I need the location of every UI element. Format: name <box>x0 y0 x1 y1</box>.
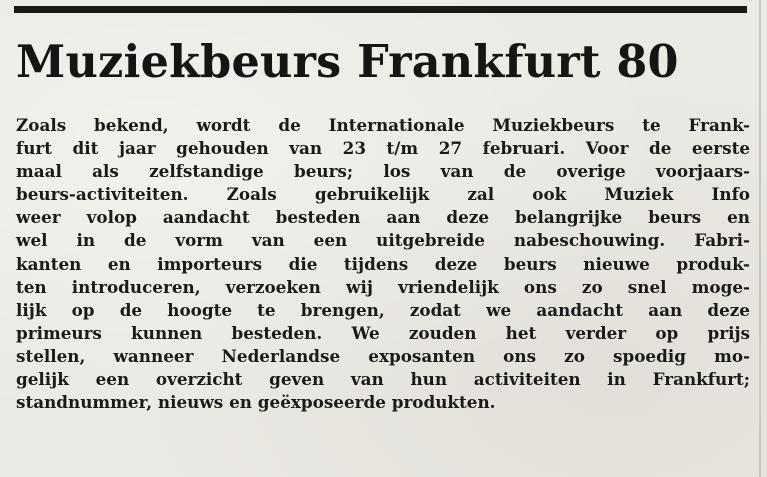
body-line: gelijk een overzicht geven van hun activiteiten in Frankfurt; <box>16 369 750 390</box>
body-line: beurs-activiteiten. Zoals gebruikelijk zal ook Muziek Info <box>16 184 750 205</box>
body-line: primeurs kunnen besteden. We zouden het verder op prijs <box>16 322 750 343</box>
body-line: standnummer, nieuws en geëxposeerde produkten. <box>16 392 496 413</box>
body-line: Zoals bekend, wordt de Internationale Muziekbeurs te Frank- <box>16 115 750 135</box>
body-line: lijk op de hoogte te brengen, zodat we aandacht aan deze <box>16 299 750 320</box>
body-line: kanten en importeurs die tijdens deze beurs nieuwe produk- <box>16 253 750 274</box>
headline: Muziekbeurs Frankfurt 80 <box>16 36 679 88</box>
body-line: weer volop aandacht besteden aan deze belangrijke beurs en <box>16 207 750 228</box>
body-line: maal als zelfstandige beurs; los van de overige voorjaars- <box>16 161 750 182</box>
body-line: wel in de vorm van een uitgebreide nabeschouwing. Fabri- <box>16 230 750 251</box>
top-rule <box>14 6 747 13</box>
body-line: stellen, wanneer Nederlandse exposanten ons zo spoedig mo- <box>16 345 750 366</box>
body-line: ten introduceren, verzoeken wij vriendelijk ons zo snel moge- <box>16 276 750 297</box>
article-body <box>16 114 750 414</box>
body-line: furt dit jaar gehouden van 23 t/m 27 februari. Voor de eerste <box>16 138 750 159</box>
page-edge <box>759 0 761 477</box>
